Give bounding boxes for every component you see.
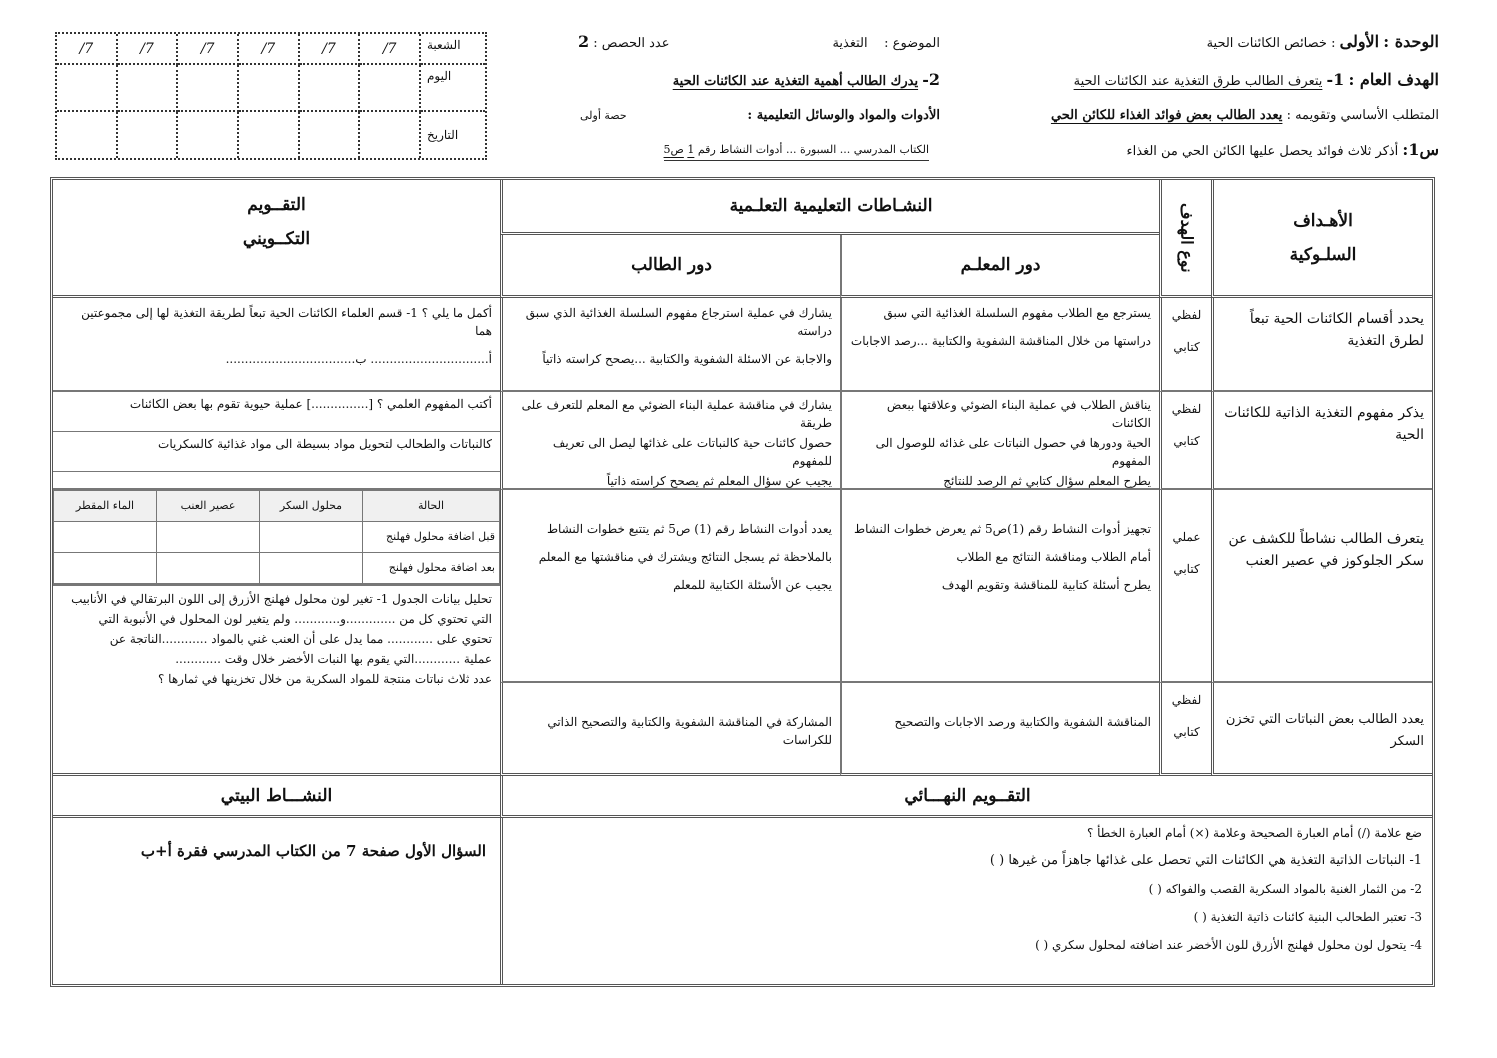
row1-type xyxy=(1159,298,1211,392)
unit-value-bold: الأولى xyxy=(1339,32,1380,51)
day-cell[interactable] xyxy=(118,65,179,112)
obs-cell[interactable] xyxy=(54,553,157,584)
subject-line xyxy=(832,34,940,54)
row3-eval-line[interactable]: تحتوي على ............ مما يدل على أن العنب غني بالمواد ............الناتجة عن xyxy=(109,632,492,646)
obs-cell[interactable] xyxy=(260,522,363,553)
row2-eval-blank[interactable] xyxy=(53,472,500,490)
row1-teacher-line: دراستها من خلال المناقشة الشفوية والكتابية ...رصد الاجابات xyxy=(850,334,1151,348)
header-activities: النشـاطات التعليمية التعلـمية xyxy=(500,180,1159,235)
general-goal-line xyxy=(1074,70,1439,92)
row4-type-2: كتابي xyxy=(1173,725,1200,739)
row3-eval xyxy=(53,586,500,776)
row3-student-line: يجيب عن الأسئلة الكتابية للمعلم xyxy=(673,578,832,592)
prerequisite-label: المتطلب الأساسي وتقويمه : xyxy=(1286,108,1439,123)
final-eval-item[interactable]: 2- من الثمار الغنية بالمواد السكرية القصب والفواكه ( ) xyxy=(1148,882,1422,896)
header-student-role: دور الطالب xyxy=(500,235,840,298)
row1-student-line: يشارك في عملية استرجاع مفهوم السلسلة الغذائية الذي سبق دراسته xyxy=(525,306,832,338)
homework-header: النشـــاط البيتي xyxy=(53,776,500,818)
observation-table xyxy=(53,490,500,584)
date-cell[interactable] xyxy=(300,112,361,159)
tools-value-page: ص5 xyxy=(663,143,684,156)
row2-student xyxy=(500,392,840,490)
row3-teacher-line: تجهيز أدوات النشاط رقم (1)ص5 ثم يعرض خطوات النشاط xyxy=(854,522,1151,536)
homework-body: السؤال الأول صفحة 7 من الكتاب المدرسي فقرة أ+ب xyxy=(140,842,486,860)
row-label-day: اليوم xyxy=(421,65,485,112)
general-goal-1: يتعرف الطالب طرق التغذية عند الكائنات الحية xyxy=(1073,74,1323,89)
row2-student-line: يجيب عن سؤال المعلم ثم يصحح كراسته ذاتياً xyxy=(606,474,832,488)
row3-eval-line: تحليل بيانات الجدول 1- تغير لون محلول فهلنج الأزرق إلى اللون البرتقالي في الأنابيب xyxy=(71,592,492,606)
header-goal-type xyxy=(1159,180,1211,298)
class-cell[interactable]: /7 xyxy=(239,34,300,65)
row3-eval-line: عدد ثلاث نباتات منتجة للمواد السكرية من خلال تخزينها في ثمارها ؟ xyxy=(157,672,492,686)
row3-type-2: كتابي xyxy=(1173,562,1200,576)
row2-teacher xyxy=(840,392,1159,490)
row2-eval-line1[interactable]: أكتب المفهوم العلمي ؟ [...............] عملية حيوية تقوم بها بعض الكائنات xyxy=(53,392,500,432)
row2-type xyxy=(1159,392,1211,490)
obs-header: الحالة xyxy=(363,491,500,522)
question-text: أذكر ثلاث فوائد يحصل عليها الكائن الحي من الغذاء xyxy=(1126,144,1399,159)
obs-row xyxy=(54,522,500,553)
prerequisite-value: يعدد الطالب بعض فوائد الغذاء للكائن الحي xyxy=(1050,108,1283,123)
obs-header: الماء المقطر xyxy=(54,491,157,522)
row1-type-1: لفظي xyxy=(1171,308,1202,322)
class-cell[interactable]: /7 xyxy=(118,34,179,65)
header-eval-1: التقــويم xyxy=(247,195,306,215)
final-eval-instruction: ضع علامة (/) أمام العبارة الصحيحة وعلامة (×) أمام العبارة الخطأ ؟ xyxy=(1086,826,1422,840)
day-cell[interactable] xyxy=(300,65,361,112)
row2-eval-line2: كالنباتات والطحالب لتحويل مواد بسيطة الى مواد غذائية كالسكريات xyxy=(53,432,500,472)
obs-header-row xyxy=(54,491,500,522)
day-cell[interactable] xyxy=(178,65,239,112)
row-label-date: التاريخ xyxy=(427,127,459,142)
class-cell[interactable]: /7 xyxy=(360,34,421,65)
general-goal-1-num: 1- xyxy=(1326,70,1345,89)
final-eval-body xyxy=(500,818,1432,984)
general-goal-label: الهدف العام : xyxy=(1348,70,1439,89)
header-goals-2: السلـوكية xyxy=(1289,244,1357,265)
row3-teacher xyxy=(840,490,1159,683)
obs-row-label: بعد اضافة محلول فهلنج xyxy=(363,553,500,584)
unit-value: : خصائص الكائنات الحية xyxy=(1206,36,1336,51)
row2-student-line: حصول كائنات حية كالنباتات على غذائها ليصل الى تعريف للمفهوم xyxy=(552,436,832,468)
row4-student-line: المشاركة في المناقشة الشفوية والكتابية والتصحيح الذاتي للكراسات xyxy=(547,715,832,747)
header-formative-eval xyxy=(53,180,500,298)
row2-teacher-line: يطرح المعلم سؤال كتابي ثم الرصد للنتائج xyxy=(943,474,1151,488)
header-goals xyxy=(1211,180,1432,298)
periods-value: 2 xyxy=(578,32,590,51)
row3-eval-line[interactable]: التي تحتوي كل من .............و............ ولم يتغير لون المحلول في الأنبوبة التي xyxy=(98,612,492,626)
final-eval-item[interactable]: 3- تعتبر الطحالب البنية كائنات ذاتية التغذية ( ) xyxy=(1193,910,1422,924)
row2-teacher-line: الحية ودورها في حصول النباتات على غذائه للوصول الى المفهوم xyxy=(875,436,1151,468)
date-cell[interactable] xyxy=(178,112,239,159)
class-cell[interactable]: /7 xyxy=(300,34,361,65)
row3-teacher-line: يطرح أسئلة كتابية للمناقشة وتقويم الهدف xyxy=(941,578,1151,592)
tools-label: الأدوات والمواد والوسائل التعليمية : xyxy=(747,108,940,123)
tools-value xyxy=(664,142,929,161)
tools-value-prefix: الكتاب المدرسي ... السبورة ... أدوات النشاط رقم xyxy=(697,143,929,156)
row3-eval-line[interactable]: عملية ............التي يقوم بها النبات الأخضر خلال وقت ............ xyxy=(175,652,492,666)
final-eval-header: التقــويم النهـــائي xyxy=(500,776,1432,818)
row2-type-1: لفظي xyxy=(1171,402,1202,416)
row4-goal: يعدد الطالب بعض النباتات التي تخزن السكر xyxy=(1211,683,1432,776)
subject-value: التغذية xyxy=(832,36,868,51)
row2-teacher-line: يناقش الطلاب في عملية البناء الضوئي وعلاقتها ببعض الكائنات xyxy=(886,398,1151,430)
final-eval-item[interactable]: 1- النباتات الذاتية التغذية هي الكائنات التي تحصل على غذائها جاهزاً من غيرها ( ) xyxy=(989,853,1422,868)
date-cell[interactable] xyxy=(360,112,421,159)
row2-goal: يذكر مفهوم التغذية الذاتية للكائنات الحية xyxy=(1211,392,1432,490)
row2-student-line: يشارك في مناقشة عملية البناء الضوئي مع المعلم للتعرف على طريقة xyxy=(521,398,832,430)
row4-type xyxy=(1159,683,1211,776)
obs-cell[interactable] xyxy=(157,522,260,553)
obs-row-label: قبل اضافة محلول فهلنج xyxy=(363,522,500,553)
obs-cell[interactable] xyxy=(157,553,260,584)
row4-student xyxy=(500,683,840,776)
obs-cell[interactable] xyxy=(260,553,363,584)
date-cell[interactable] xyxy=(57,112,118,159)
periods-label: عدد الحصص : xyxy=(593,36,670,51)
day-cell[interactable] xyxy=(360,65,421,112)
lesson-plan-table xyxy=(50,177,1435,987)
general-goal-2: يدرك الطالب أهمية التغذية عند الكائنات الحية xyxy=(672,74,919,89)
row1-student xyxy=(500,298,840,392)
header-teacher-role: دور المعلـم xyxy=(840,235,1159,298)
row3-type-1: عملي xyxy=(1172,530,1201,544)
schedule-grid xyxy=(55,32,487,160)
question-num: س1: xyxy=(1402,140,1439,159)
row3-type xyxy=(1159,490,1211,683)
question-line xyxy=(1127,140,1439,162)
header-goals-1: الأهـداف xyxy=(1293,210,1353,231)
row1-type-2: كتابي xyxy=(1173,340,1200,354)
row3-goal: يتعرف الطالب نشاطاً للكشف عن سكر الجلوكوز في عصير العنب xyxy=(1211,490,1432,683)
date-cell[interactable] xyxy=(239,112,300,159)
row1-eval-line[interactable]: أ............................... ب.................................. xyxy=(225,352,492,366)
row1-eval xyxy=(53,298,500,392)
row1-student-line: والاجابة عن الاسئلة الشفوية والكتابية ...يصحح كراسته ذاتياً xyxy=(542,352,832,366)
general-goal-2-line xyxy=(673,70,940,92)
row2-type-2: كتابي xyxy=(1173,434,1200,448)
row4-teacher xyxy=(840,683,1159,776)
obs-cell[interactable] xyxy=(54,522,157,553)
row1-teacher xyxy=(840,298,1159,392)
unit-label: الوحدة : xyxy=(1383,32,1439,51)
final-eval-item[interactable]: 4- يتحول لون محلول فهلنج الأزرق للون الأخضر عند اضافته لمحلول سكري ( ) xyxy=(1035,938,1422,952)
unit-line xyxy=(1207,32,1439,54)
subject-label: الموضوع : xyxy=(884,36,940,51)
day-cell[interactable] xyxy=(57,65,118,112)
general-goal-2-num: 2- xyxy=(922,70,940,89)
header-eval-2: التكــويني xyxy=(242,229,311,249)
row4-teacher-line: المناقشة الشفوية والكتابية ورصد الاجابات والتصحيح xyxy=(894,715,1151,729)
row3-teacher-line: أمام الطلاب ومناقشة النتائج مع الطلاب xyxy=(956,550,1151,564)
day-cell[interactable] xyxy=(239,65,300,112)
row1-goal: يحدد أقسام الكائنات الحية تبعاً لطرق التغذية xyxy=(1211,298,1432,392)
row4-type-1: لفظي xyxy=(1171,693,1202,707)
prerequisite-line xyxy=(1051,106,1439,126)
row3-student-line: بالملاحظة ثم يسجل النتائج ويشترك في مناقشتها مع المعلم xyxy=(538,550,832,564)
obs-header: محلول السكر xyxy=(260,491,363,522)
tools-line xyxy=(747,106,940,126)
row3-student xyxy=(500,490,840,683)
row-label-class: الشعبة xyxy=(421,34,485,65)
class-cell[interactable]: /7 xyxy=(57,34,118,65)
row1-teacher-line: يسترجع مع الطلاب مفهوم السلسلة الغذائية التي سبق xyxy=(883,306,1151,320)
row1-eval-line: أكمل ما يلي ؟ 1- قسم العلماء الكائنات الحية تبعاً لطريقة التغذية لها إلى مجموعتين هما xyxy=(81,306,492,338)
date-cell[interactable] xyxy=(118,112,179,159)
obs-header: عصير العنب xyxy=(157,491,260,522)
class-cell[interactable]: /7 xyxy=(178,34,239,65)
tools-value-num: 1 xyxy=(687,143,695,156)
session-note: حصة أولى xyxy=(580,109,627,122)
row3-observation-table xyxy=(53,490,500,586)
header-goal-type-text: نوع الهدف xyxy=(1177,202,1197,273)
obs-row xyxy=(54,553,500,584)
periods-line xyxy=(578,32,669,54)
row3-student-line: يعدد أدوات النشاط رقم (1) ص5 ثم يتتبع خطوات النشاط xyxy=(546,522,832,536)
